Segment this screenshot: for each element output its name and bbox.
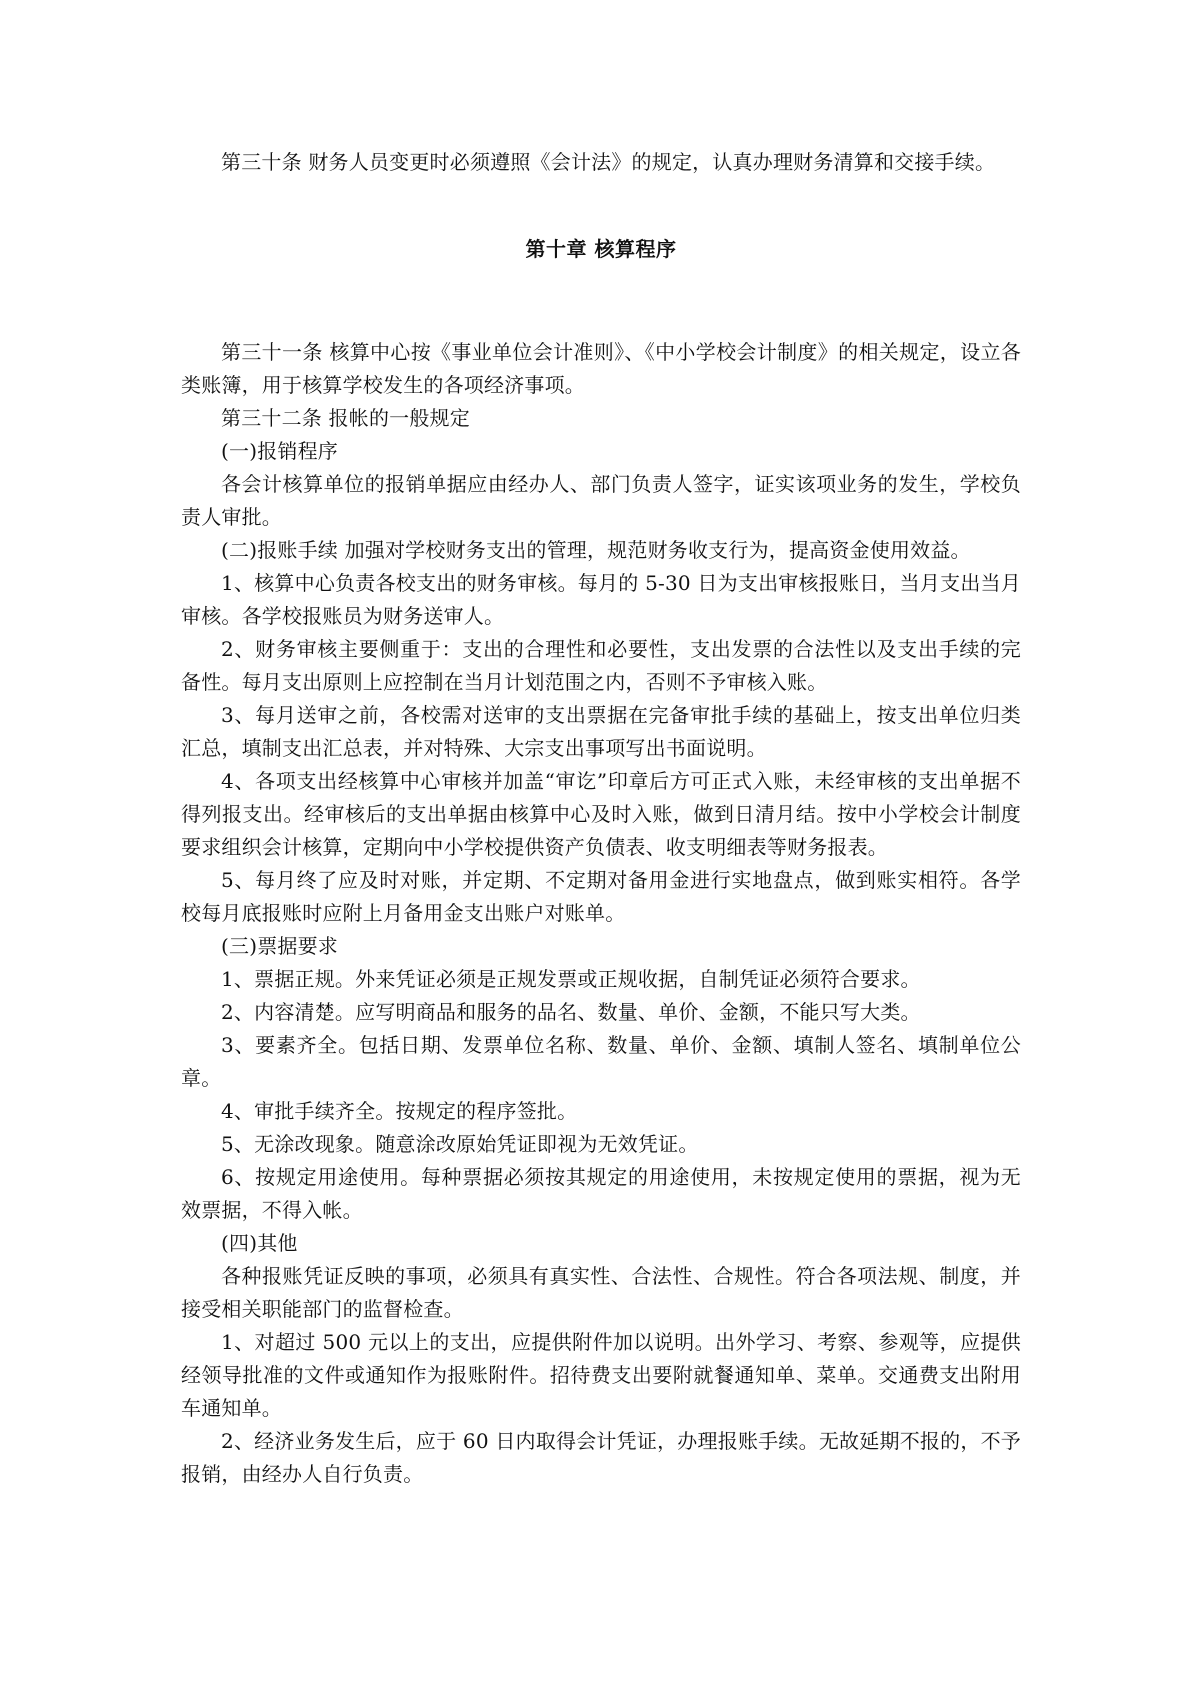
section-3-item-3: 3、要素齐全。包括日期、发票单位名称、数量、单价、金额、填制人签名、填制单位公章。 xyxy=(181,1033,1021,1090)
section-4-text: 各种报账凭证反映的事项，必须具有真实性、合法性、合规性。符合各项法规、制度，并接受相关职能部门的监督检查。 xyxy=(181,1264,1021,1321)
spacer xyxy=(181,179,1021,233)
article-30: 第三十条 财务人员变更时必须遵照《会计法》的规定，认真办理财务清算和交接手续。 xyxy=(221,150,996,174)
section-4-heading: (四)其他 xyxy=(221,1231,298,1255)
section-4-item-1: 1、对超过 500 元以上的支出，应提供附件加以说明。出外学习、考察、参观等，应提供经领导批准的文件或通知作为报账附件。招待费支出要附就餐通知单、菜单。交通费支出附用车通知单。 xyxy=(181,1330,1021,1420)
section-3-item-6: 6、按规定用途使用。每种票据必须按其规定的用途使用，未按规定使用的票据，视为无效票据，不得入帐。 xyxy=(181,1165,1021,1222)
section-3-item-4: 4、审批手续齐全。按规定的程序签批。 xyxy=(221,1099,578,1123)
section-3-item-1: 1、票据正规。外来凭证必须是正规发票或正规收据，自制凭证必须符合要求。 xyxy=(221,967,921,991)
chapter-title: 第十章 核算程序 xyxy=(525,237,677,261)
section-2-heading: (二)报账手续 加强对学校财务支出的管理，规范财务收支行为，提高资金使用效益。 xyxy=(221,538,971,562)
section-4-item-2: 2、经济业务发生后，应于 60 日内取得会计凭证，办理报账手续。无故延期不报的，不予报销，由经办人自行负责。 xyxy=(181,1429,1021,1486)
section-2-item-2: 2、财务审核主要侧重于：支出的合理性和必要性，支出发票的合法性以及支出手续的完备性。每月支出原则上应控制在当月计划范围之内，否则不予审核入账。 xyxy=(181,637,1021,694)
spacer xyxy=(181,266,1021,336)
section-3-item-2: 2、内容清楚。应写明商品和服务的品名、数量、单价、金额，不能只写大类。 xyxy=(221,1000,921,1024)
section-2-item-4: 4、各项支出经核算中心审核并加盖“审讫”印章后方可正式入账，未经审核的支出单据不得列报支出。经审核后的支出单据由核算中心及时入账，做到日清月结。按中小学校会计制度要求组织会计核算，定期向中小学校提供资产负债表、收支明细表等财务报表。 xyxy=(181,769,1021,859)
section-2-item-3: 3、每月送审之前，各校需对送审的支出票据在完备审批手续的基础上，按支出单位归类汇总，填制支出汇总表，并对特殊、大宗支出事项写出书面说明。 xyxy=(181,703,1021,760)
document-body xyxy=(181,146,1021,1491)
article-31: 第三十一条 核算中心按《事业单位会计准则》、《中小学校会计制度》的相关规定，设立各类账簿，用于核算学校发生的各项经济事项。 xyxy=(181,340,1021,397)
section-3-item-5: 5、无涂改现象。随意涂改原始凭证即视为无效凭证。 xyxy=(221,1132,699,1156)
section-3-heading: (三)票据要求 xyxy=(221,934,339,958)
section-2-item-1: 1、核算中心负责各校支出的财务审核。每月的 5-30 日为支出审核报账日，当月支出当月审核。各学校报账员为财务送审人。 xyxy=(181,571,1021,628)
section-1-text: 各会计核算单位的报销单据应由经办人、部门负责人签字，证实该项业务的发生，学校负责人审批。 xyxy=(181,472,1021,529)
section-2-item-5: 5、每月终了应及时对账，并定期、不定期对备用金进行实地盘点，做到账实相符。各学校每月底报账时应附上月备用金支出账户对账单。 xyxy=(181,868,1021,925)
article-32-heading: 第三十二条 报帐的一般规定 xyxy=(221,406,470,430)
section-1-heading: (一)报销程序 xyxy=(221,439,339,463)
